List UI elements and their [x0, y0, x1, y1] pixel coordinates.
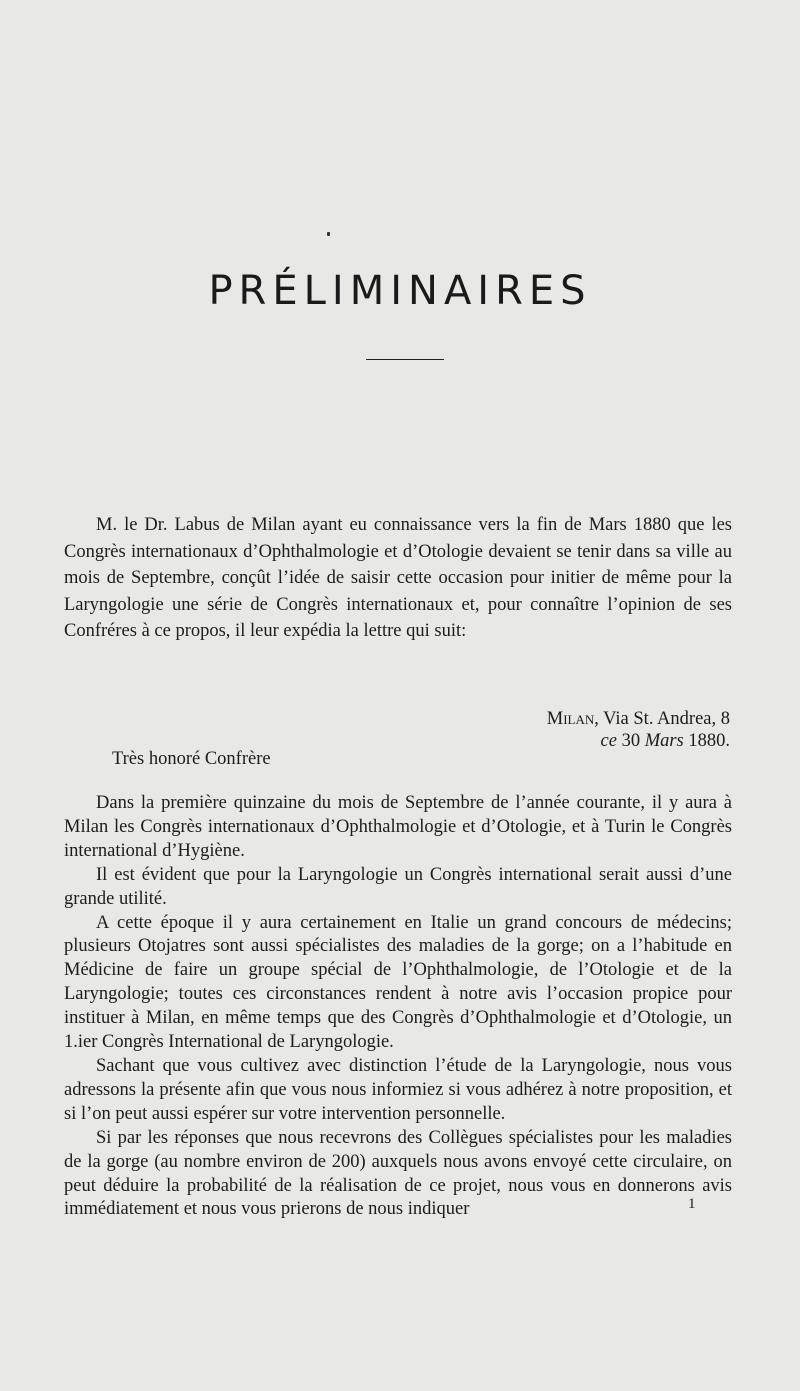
date-line: [547, 730, 730, 752]
heading-rule: [366, 359, 444, 360]
intro-paragraph: M. le Dr. Labus de Milan ayant eu connaissance vers la fin de Mars 1880 que les Congrès internationaux d’Ophthalmologie et d’Otologie devaient se tenir dans sa ville au mois de Septembre, conçût l’idée de saisir cette occasion pour initier de même pour la Laryngologie une série de Congrès internationaux et, pour connaître l’opinion de ses Confréres à ce propos, il leur expédia la lettre qui suit:: [64, 515, 732, 642]
address-line: [547, 708, 730, 730]
date-day: 30: [616, 731, 645, 751]
print-speck-mark: [327, 232, 330, 236]
letter-address: [547, 708, 730, 752]
letter-salutation: Très honoré Confrère: [112, 749, 271, 769]
letter-paragraph: A cette époque il y aura certainement en Italie un grand concours de médecins; plusieurs Otojatres sont aussi spécialistes des maladies de la gorge; on a l’habitude en Médicine de faire un groupe spécial de l’Ophthalmologie, de l’Otologie et de la Laryngologie; toutes ces circonstances rendent à notre avis l’occasion propice pour instituer à Milan, en même temps que des Congrès d’Ophthalmologie et d’Otologie, un 1.ier Congrès International de Laryngologie.: [64, 912, 732, 1053]
letter-paragraph: Il est évident que pour la Laryngologie un Congrès international serait aussi d’une grande utilité.: [64, 864, 732, 909]
date-prefix: ce: [600, 731, 617, 751]
address-city: Milan: [546, 709, 595, 729]
date-year: 1880.: [683, 731, 730, 751]
letter-body: [64, 792, 732, 1222]
letter-paragraph: Si par les réponses que nous recevrons des Collègues spécialistes pour les maladies de la gorge (au nombre environ de 200) auxquels nous avons envoyé cette circulaire, on peut déduire la probabilité de la réalisation de ce projet, nous vous en donnerons avis immédiatement et nous vous prierons de nous indiquer: [64, 1127, 732, 1220]
letter-paragraph: Sachant que vous cultivez avec distinction l’étude de la Laryngologie, nous vous adressons la présente afin que vous nous informiez si vous adhérez à notre proposition, et si l’on peut aussi espérer sur votre intervention personnelle.: [64, 1055, 732, 1124]
date-month: Mars: [644, 731, 684, 751]
page-folio: 1: [688, 1196, 696, 1212]
chapter-heading: PRÉLIMINAIRES: [208, 268, 592, 314]
address-street: , Via St. Andrea, 8: [594, 709, 730, 729]
letter-paragraph: Dans la première quinzaine du mois de Septembre de l’année courante, il y aura à Milan les Congrès internationaux d’Ophthalmologie et d’Otologie, et à Turin le Congrès international d’Hygiène.: [64, 793, 732, 861]
